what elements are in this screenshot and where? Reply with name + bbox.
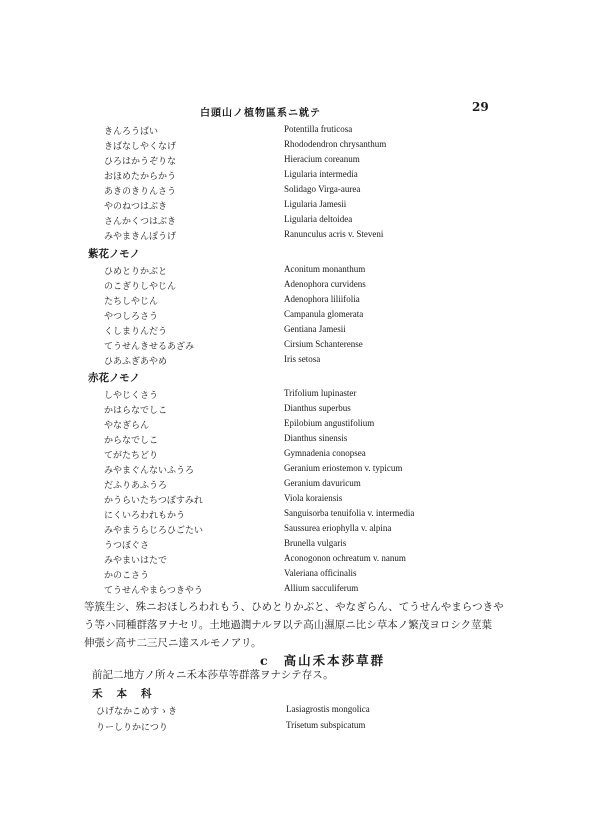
section-title-text: 高山禾本莎草群 [283,653,386,668]
group-heading-red-flowers: 赤花ノモノ [88,372,140,384]
latin-name: Ligularia Jamesii [284,199,347,209]
latin-name: Gentiana Jamesii [284,324,346,334]
species-entry [96,720,576,734]
japanese-name: みやまきんぽうげ [104,232,177,242]
japanese-name: きんろうばい [104,127,159,137]
latin-name: Sanguisorba tenuifolia v. intermedia [284,508,415,518]
latin-name: Dianthus superbus [284,403,351,413]
section-letter: c [260,653,270,668]
species-entry [104,388,584,402]
japanese-name: かうらいたちつぼすみれ [104,496,203,506]
species-entry [104,229,584,243]
latin-name: Ranunculus acris v. Steveni [284,229,384,239]
species-entry [104,553,584,567]
species-entry [104,139,584,153]
family-heading: 禾本科 [92,688,166,700]
japanese-name: さんかくつはぶき [104,217,177,227]
species-entry [104,154,584,168]
species-entry [104,199,584,213]
japanese-name: みやまうらじろひごたい [104,526,204,536]
latin-name: Brunella vulgaris [284,538,347,548]
paragraph-line: 伸張シ高サ二三尺ニ達スルモノアリ。 [84,637,262,649]
latin-name: Geranium davuricum [284,478,361,488]
species-entry [104,324,584,338]
japanese-name: たちしやじん [104,297,159,307]
species-entry [104,279,584,293]
japanese-name: てうせんきせるあざみ [104,342,195,352]
species-entry [104,339,584,353]
paragraph-line: う等ハ同種群落ヲナセリ。土地過潤ナルヲ以テ高山濕原ニ比シ草本ノ繁茂ヨロシク莖葉 [84,619,493,631]
species-entry [104,214,584,228]
species-entry [104,508,584,522]
latin-name: Dianthus sinensis [284,433,348,443]
latin-name: Ligularia intermedia [284,169,358,179]
species-entry [104,538,584,552]
japanese-name: ひめとりかぶと [104,267,168,277]
species-entry [104,294,584,308]
japanese-name: やつしろさう [104,312,159,322]
species-entry [104,184,584,198]
japanese-name: ひろはかうぞりな [104,157,177,167]
latin-name: Potentilla fruticosa [284,124,353,134]
section-intro: 前記二地方ノ所々ニ禾本莎草等群落ヲナシテ存ス。 [92,669,334,681]
latin-name: Cirsium Schanterense [284,339,363,349]
latin-name: Aconogonon ochreatum v. nanum [284,553,406,563]
japanese-name: りーしりかにつり [96,723,168,733]
species-entry [104,418,584,432]
species-entry [104,523,584,537]
running-head: 白頭山ノ植物區系ニ就テ [200,108,321,119]
species-entry [104,448,584,462]
japanese-name: てがたちどり [104,451,159,461]
japanese-name: のこぎりしやじん [104,282,177,292]
species-entry [104,403,584,417]
species-entry [104,493,584,507]
species-entry [104,169,584,183]
page-number: 29 [472,100,489,114]
species-entry [104,309,584,323]
latin-name: Hieracium coreanum [284,154,360,164]
latin-name: Ligularia deltoidea [284,214,353,224]
latin-name: Adenophora curvidens [284,279,366,289]
latin-name: Trifolium lupinaster [284,388,357,398]
japanese-name: かのこさう [104,571,150,581]
latin-name: Saussurea eriophylla v. alpina [284,523,392,533]
species-entry [104,264,584,278]
latin-name: Valeriana officinalis [284,568,357,578]
japanese-name: くしまりんだう [104,327,168,337]
species-entry [104,433,584,447]
japanese-name: あきのきりんさう [104,187,177,197]
japanese-name: きばなしやくなげ [104,142,177,152]
species-entry [104,568,584,582]
latin-name: Aconitum monanthum [284,264,366,274]
japanese-name: かはらなでしこ [104,406,168,416]
paragraph-line: 等簇生シ、殊ニおほしろわれもう、ひめとりかぶと、やなぎらん、てうせんやまらつきや [84,601,504,613]
japanese-name: てうせんやまらつきやう [104,586,203,596]
species-entry [104,124,584,138]
japanese-name: おほめたからかう [104,172,177,182]
species-entry [96,704,576,718]
japanese-name: みやまいはたで [104,556,168,566]
latin-name: Iris setosa [284,354,321,364]
latin-name: Adenophora liliifolia [284,294,360,304]
japanese-name: しやじくさう [104,391,159,401]
latin-name: Viola koraiensis [284,493,343,503]
japanese-name: ひあふぎあやめ [104,357,168,367]
japanese-name: みやまぐんないふうろ [104,466,195,476]
latin-name: Trisetum subspicatum [286,720,366,730]
latin-name: Geranium eriostemon v. typicum [284,463,403,473]
latin-name: Campanula glomerata [284,309,364,319]
japanese-name: にくいろわれもかう [104,511,186,521]
latin-name: Gymnadenia conopsea [284,448,366,458]
japanese-name: やのねつはぶき [104,202,168,212]
japanese-name: からなでしこ [104,436,159,446]
latin-name: Rhododendron chrysanthum [284,139,387,149]
latin-name: Lasiagrostis mongolica [286,704,370,714]
species-entry [104,583,584,597]
latin-name: Allium sacculiferum [284,583,359,593]
species-entry [104,463,584,477]
japanese-name: ひげなかこめすゝき [96,707,178,717]
species-entry [104,354,584,368]
group-heading-purple-flowers: 紫花ノモノ [88,248,140,260]
species-entry [104,478,584,492]
japanese-name: やなぎらん [104,421,150,431]
body-paragraph [84,598,524,652]
latin-name: Solidago Virga-aurea [284,184,361,194]
japanese-name: うつぼぐさ [104,541,150,551]
japanese-name: だふりあふうろ [104,481,168,491]
latin-name: Epilobium angustifolium [284,418,375,428]
